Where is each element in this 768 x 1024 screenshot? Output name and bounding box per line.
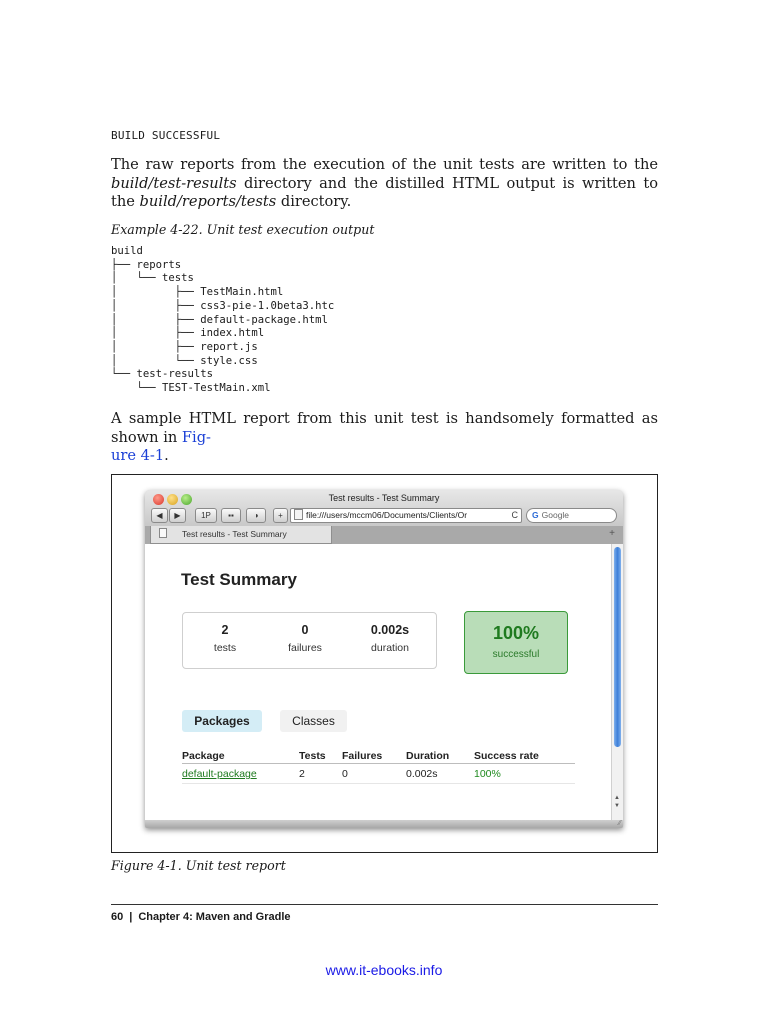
success-rate-box: [464, 611, 568, 674]
paragraph-raw-reports: [111, 156, 658, 212]
forward-button[interactable]: [169, 508, 186, 523]
header-package: Package: [182, 748, 299, 764]
google-icon: G: [532, 510, 539, 520]
figure-link[interactable]: Fig- ure 4-1: [111, 428, 211, 465]
scroll-arrows-icon[interactable]: ▲ ▼: [614, 795, 620, 809]
header-success-rate: Success rate: [474, 748, 575, 764]
counter-failures-value: 0: [301, 623, 309, 637]
header-failures: Failures: [342, 748, 406, 764]
cell-package: [182, 764, 299, 784]
status-bar: [145, 820, 623, 828]
browser-window: [145, 490, 623, 828]
snippet-button[interactable]: [246, 508, 266, 523]
para1-path-reports-tests: build/reports/tests: [139, 193, 277, 211]
new-tab-button[interactable]: [609, 528, 615, 539]
page-number: 60: [111, 911, 124, 923]
success-label: successful: [492, 649, 540, 660]
summary-counters: [182, 612, 437, 669]
para1-path-test-results: build/test-results: [111, 174, 237, 192]
plus-icon: +: [278, 511, 283, 520]
example-caption: Example 4-22. Unit test execution output: [111, 222, 375, 237]
bookmarks-button[interactable]: [221, 508, 241, 523]
bookmarks-icon: ▪▪: [228, 511, 234, 520]
tab-packages[interactable]: Packages: [182, 710, 262, 732]
back-button[interactable]: [151, 508, 168, 523]
page-icon: [294, 509, 303, 520]
watermark-link[interactable]: www.it-ebooks.info: [325, 962, 443, 978]
title-bar: [145, 490, 623, 545]
search-field[interactable]: [526, 508, 617, 523]
package-link[interactable]: default-package: [182, 768, 257, 780]
snippet-icon: ◑: [253, 511, 259, 520]
resize-grip-icon[interactable]: ⁄⁄: [618, 820, 621, 827]
back-arrow-icon: ◀: [156, 511, 163, 520]
add-bookmark-button[interactable]: [273, 508, 288, 523]
one-password-button[interactable]: [195, 508, 217, 523]
counter-tests: [197, 623, 253, 654]
address-bar[interactable]: [290, 508, 522, 523]
cell-duration: 0.002s: [406, 764, 474, 784]
cell-success-rate: 100%: [474, 764, 575, 784]
report-title: Test Summary: [181, 570, 297, 589]
header-duration: Duration: [406, 748, 474, 764]
one-password-label: 1P: [201, 511, 211, 520]
header-tests: Tests: [299, 748, 342, 764]
table-row: [182, 764, 575, 784]
chapter-title: Chapter 4: Maven and Gradle: [138, 911, 291, 923]
search-placeholder: Google: [541, 510, 570, 520]
paragraph-sample-report: [111, 410, 658, 466]
counter-duration-label: duration: [371, 642, 409, 654]
para1-text-2: directory and the distilled HTML output is written to the: [111, 174, 658, 211]
vertical-scrollbar[interactable]: [611, 544, 623, 820]
tab-classes[interactable]: Classes: [280, 710, 347, 732]
counter-failures-label: failures: [288, 642, 322, 654]
scroll-thumb[interactable]: [614, 547, 621, 747]
window-title: Test results - Test Summary: [328, 493, 440, 503]
browser-tab[interactable]: [150, 526, 332, 544]
page-content: [145, 544, 611, 820]
cell-tests: 2: [299, 764, 342, 784]
footer-rule: [111, 904, 658, 905]
tab-title: Test results - Test Summary: [182, 529, 287, 539]
new-tab-plus-icon: +: [609, 528, 615, 539]
para1-text-1: The raw reports from the execution of the unit tests are written to the: [111, 156, 658, 173]
counter-failures: [275, 623, 335, 654]
footer-separator: |: [129, 911, 133, 923]
cell-failures: 0: [342, 764, 406, 784]
counter-tests-label: tests: [213, 642, 237, 654]
tab-page-icon: [159, 528, 167, 538]
success-percent: 100%: [492, 623, 540, 643]
reload-icon[interactable]: C: [511, 510, 518, 520]
page-footer: [111, 911, 291, 923]
counter-tests-value: 2: [221, 623, 229, 637]
para2-text-1: A sample HTML report from this unit test is handsomely formatted as shown in: [111, 410, 658, 446]
figure-caption: Figure 4-1. Unit test report: [111, 858, 286, 873]
tab-bar: [145, 526, 623, 544]
address-text: file:///users/mccm06/Documents/Clients/Or: [306, 510, 468, 520]
packages-table: [182, 748, 575, 784]
para1-text-3: directory.: [276, 193, 352, 211]
table-header-row: [182, 748, 575, 764]
counter-duration-value: 0.002s: [370, 623, 410, 637]
forward-arrow-icon: ▶: [174, 511, 181, 520]
build-successful-line: BUILD SUCCESSFUL: [111, 129, 221, 142]
directory-tree: build ├── reports │ └── tests │ ├── TestMain.html │ ├── css3-pie-1.0beta3.htc │ ├── default-package.html │ ├── index.html │ ├── report.js │ └── style.css └── test-results └── TEST-TestMain.xml: [111, 245, 335, 395]
counter-duration: [357, 623, 423, 654]
para2-text-2: .: [164, 447, 169, 465]
